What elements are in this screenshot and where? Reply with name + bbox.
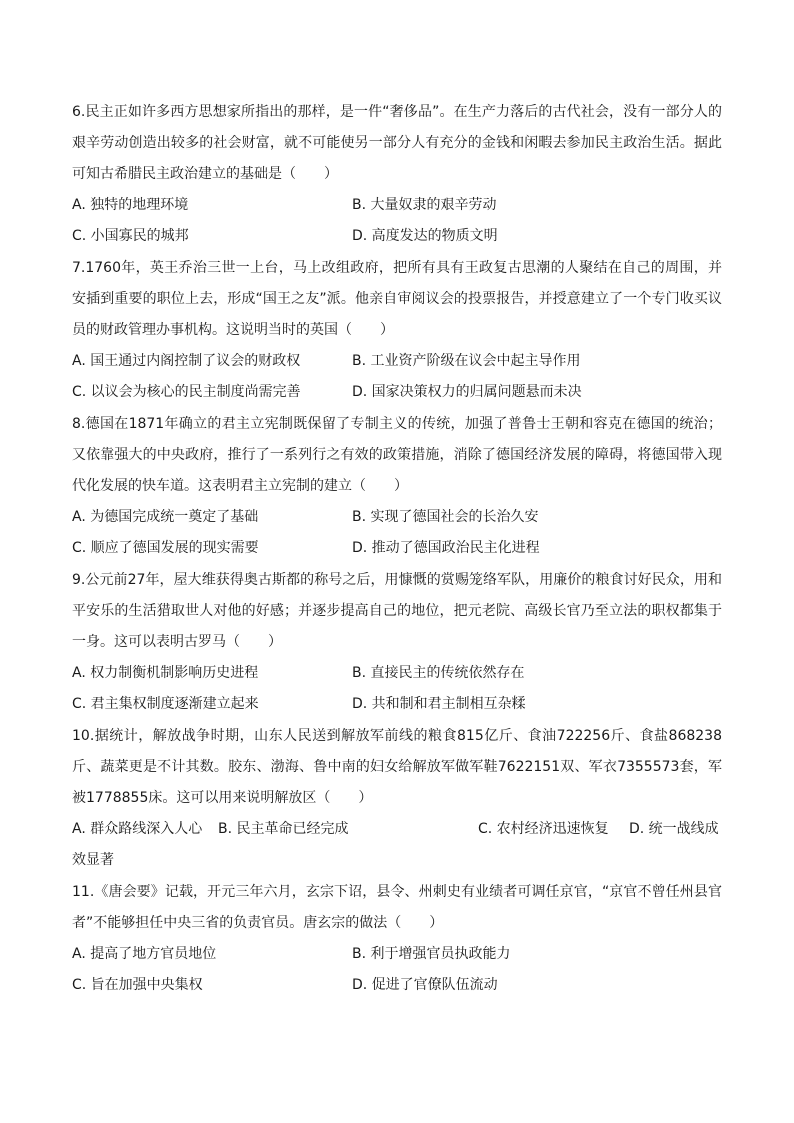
question-10-option-b: B. 民主革命已经完成 [218,821,349,837]
question-11-options-row-1 [72,939,732,970]
question-8-option-d: D. 推动了德国政治民主化进程 [352,540,540,556]
question-10-option-d: D. 统一战线成 [629,821,719,837]
question-7-stem: 7.1760年，英王乔治三世一上台，马上改组政府，把所有具有王政复古思潮的人聚结在自己的周围，并安插到重要的职位上去，形成“国王之友”派。他亲自审阅议会的投票报告，并授意建立了一个专门收买议员的财政管理办事机构。这说明当时的英国（ ） [72,260,722,339]
question-10-option-a: A. 群众路线深入人心 [72,821,203,837]
question-6-option-b: B. 大量奴隶的艰辛劳动 [352,197,497,213]
question-11-stem: 11.《唐会要》记载，开元三年六月，玄宗下诏，县令、州刺史有业绩者可调任京官，“京官不曾任州县官者”不能够担任中央三省的负责官员。唐玄宗的做法（ ） [72,884,722,932]
question-11-option-c: C. 旨在加强中央集权 [72,977,203,993]
question-11-option-a: A. 提高了地方官员地位 [72,946,217,962]
question-8-option-c: C. 顺应了德国发展的现实需要 [72,540,259,556]
question-6-option-d: D. 高度发达的物质文明 [352,228,498,244]
question-9-option-a: A. 权力制衡机制影响历史进程 [72,665,259,681]
question-9-option-c: C. 君主集权制度逐渐建立起来 [72,696,259,712]
question-6-stem: 6.民主正如许多西方思想家所指出的那样，是一件“奢侈品”。在生产力落后的古代社会，没有一部分人的艰辛劳动创造出较多的社会财富，就不可能使另一部分人有充分的金钱和闲暇去参加民主政治生活。据此可知古希腊民主政治建立的基础是（ ） [72,104,722,183]
question-6-options-row-2 [72,221,732,252]
question-6-options-row-1 [72,190,732,221]
question-8-option-a: A. 为德国完成统一奠定了基础 [72,509,259,525]
question-11-option-d: D. 促进了官僚队伍流动 [352,977,498,993]
question-10-option-c: C. 农村经济迅速恢复 [478,821,609,837]
question-11-options-row-2 [72,970,732,1001]
question-9-options-row-1 [72,658,732,689]
question-7-option-b: B. 工业资产阶级在议会中起主导作用 [352,353,581,369]
question-8-options-row-2 [72,533,732,564]
question-9-stem: 9.公元前27年，屋大维获得奥古斯都的称号之后，用慷慨的赏赐笼络军队，用廉价的粮食讨好民众，用和平安乐的生活猎取世人对他的好感；并逐步提高自己的地位，把元老院、高级长官乃至立法的职权都集于一身。这可以表明古罗马（ ） [72,572,722,651]
question-10-options-row [72,814,732,845]
question-6-option-a: A. 独特的地理环境 [72,197,189,213]
question-7-options-row-2 [72,377,732,408]
question-7-option-a: A. 国王通过内阁控制了议会的财政权 [72,353,301,369]
question-9-option-b: B. 直接民主的传统依然存在 [352,665,525,681]
question-11-option-b: B. 利于增强官员执政能力 [352,946,511,962]
question-9-options-row-2 [72,689,732,720]
question-6-option-c: C. 小国寡民的城邦 [72,228,189,244]
question-10-stem: 10.据统计，解放战争时期，山东人民送到解放军前线的粮食815亿斤、食油722256斤、食盐868238斤、蔬菜更是不计其数。胶东、渤海、鲁中南的妇女给解放军做军鞋7622151双、军衣7355573套，军被1778855床。这可以用来说明解放区（ ） [72,728,722,807]
question-8-stem: 8.德国在1871年确立的君主立宪制既保留了专制主义的传统，加强了普鲁士王朝和容克在德国的统治；又依靠强大的中央政府，推行了一系列行之有效的政策措施，消除了德国经济发展的障碍，将德国带入现代化发展的快车道。这表明君主立宪制的建立（ ） [72,416,722,495]
question-8-option-b: B. 实现了德国社会的长治久安 [352,509,539,525]
question-10-option-d-continued: 效显著 [72,852,114,868]
question-7-option-c: C. 以议会为核心的民主制度尚需完善 [72,384,301,400]
question-7-option-d: D. 国家决策权力的归属问题悬而未决 [352,384,582,400]
question-9-option-d: D. 共和制和君主制相互杂糅 [352,696,526,712]
question-8-options-row-1 [72,502,732,533]
question-7-options-row-1 [72,346,732,377]
